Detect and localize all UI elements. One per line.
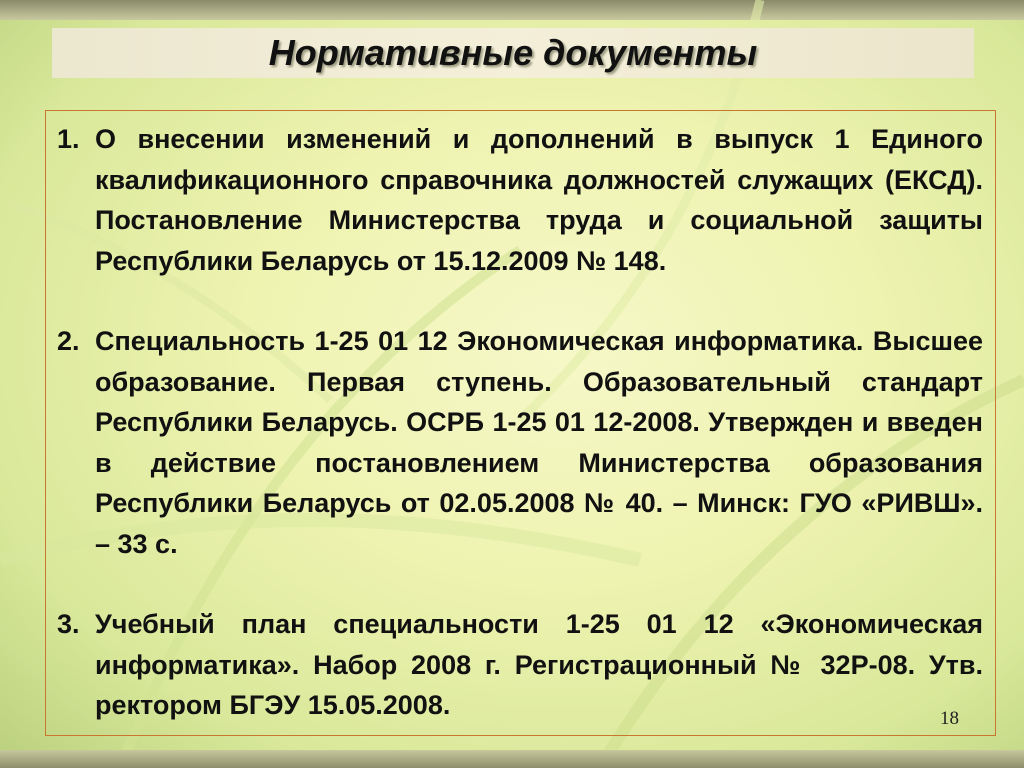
- item-text: Учебный план специальности 1-25 01 12 «Экономическая информатика». Набор 2008 г. Регистрационный № 32Р-08. Утв. ректором БГЭУ 15.05.2008.: [95, 609, 983, 720]
- item-number: 3.: [57, 609, 80, 639]
- item-number: 1.: [57, 124, 80, 154]
- document-list: [57, 119, 983, 766]
- list-item: [57, 604, 983, 726]
- list-item: [57, 119, 983, 281]
- item-text: Специальность 1-25 01 12 Экономическая информатика. Высшее образование. Первая ступень. Образовательный стандарт Республики Беларусь. ОСРБ 1-25 01 12-2008. Утвержден и введен в действие постановлением Министерства образования Республики Беларусь от 02.05.2008 № 40. – Минск: ГУО «РИВШ». – 33 с.: [95, 326, 983, 559]
- list-item: [57, 321, 983, 564]
- page-number: 18: [940, 708, 959, 729]
- content-box: [45, 110, 996, 736]
- item-text: О внесении изменений и дополнений в выпуск 1 Единого квалификационного справочника должностей служащих (ЕКСД). Постановление Министерства труда и социальной защиты Республики Беларусь от 15.12.2009 № 148.: [95, 124, 983, 276]
- slide-bottom-band: [0, 750, 1024, 768]
- item-number: 2.: [57, 326, 80, 356]
- title-bar: [52, 28, 974, 78]
- slide-title: Нормативные документы: [268, 32, 758, 73]
